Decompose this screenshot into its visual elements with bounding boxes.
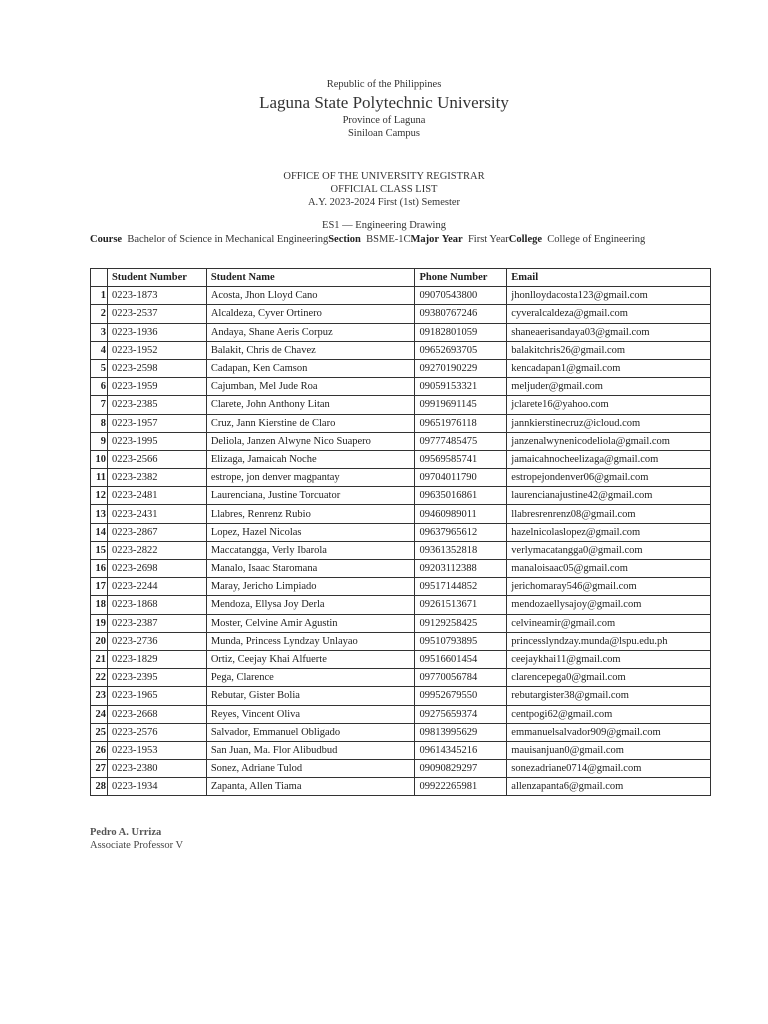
phone-number-cell: 09569585741 <box>415 450 507 468</box>
row-number: 15 <box>91 541 108 559</box>
column-header-student-number: Student Number <box>107 269 206 287</box>
student-number-cell: 0223-2431 <box>107 505 206 523</box>
email-cell: centpogi62@gmail.com <box>507 705 711 723</box>
class-list-table <box>90 268 711 796</box>
row-number: 2 <box>91 305 108 323</box>
table-row <box>91 287 711 305</box>
row-number: 25 <box>91 723 108 741</box>
email-cell: cyveralcaldeza@gmail.com <box>507 305 711 323</box>
year-value: First Year <box>467 234 509 245</box>
phone-number-cell: 09090829297 <box>415 760 507 778</box>
email-cell: jhonlloydacosta123@gmail.com <box>507 287 711 305</box>
email-cell: manaloisaac05@gmail.com <box>507 560 711 578</box>
student-name-cell: Balakit, Chris de Chavez <box>206 341 415 359</box>
student-number-cell: 0223-1873 <box>107 287 206 305</box>
campus-line: Siniloan Campus <box>347 128 421 139</box>
student-number-cell: 0223-2668 <box>107 705 206 723</box>
email-cell: sonezadriane0714@gmail.com <box>507 760 711 778</box>
row-number: 12 <box>91 487 108 505</box>
phone-number-cell: 09270190229 <box>415 359 507 377</box>
table-row <box>91 778 711 796</box>
phone-number-cell: 09635016861 <box>415 487 507 505</box>
student-number-cell: 0223-1965 <box>107 687 206 705</box>
row-number: 19 <box>91 614 108 632</box>
student-name-cell: Ortiz, Ceejay Khai Alfuerte <box>206 650 415 668</box>
table-row <box>91 396 711 414</box>
student-name-cell: Laurenciana, Justine Torcuator <box>206 487 415 505</box>
student-name-cell: Cadapan, Ken Camson <box>206 359 415 377</box>
row-number: 17 <box>91 578 108 596</box>
table-row <box>91 632 711 650</box>
email-cell: princesslyndzay.munda@lspu.edu.ph <box>507 632 711 650</box>
row-number: 4 <box>91 341 108 359</box>
row-number: 7 <box>91 396 108 414</box>
table-row <box>91 450 711 468</box>
phone-number-cell: 09129258425 <box>415 614 507 632</box>
row-number: 6 <box>91 378 108 396</box>
phone-number-cell: 09919691145 <box>415 396 507 414</box>
row-number: 1 <box>91 287 108 305</box>
table-row <box>91 359 711 377</box>
province-line: Province of Laguna <box>342 115 426 126</box>
student-number-cell: 0223-2387 <box>107 614 206 632</box>
email-cell: allenzapanta6@gmail.com <box>507 778 711 796</box>
table-row <box>91 669 711 687</box>
student-number-cell: 0223-1959 <box>107 378 206 396</box>
table-row <box>91 687 711 705</box>
student-name-cell: Moster, Celvine Amir Agustin <box>206 614 415 632</box>
student-number-cell: 0223-1934 <box>107 778 206 796</box>
email-cell: mendozaellysajoy@gmail.com <box>507 596 711 614</box>
student-number-cell: 0223-1829 <box>107 650 206 668</box>
table-row <box>91 305 711 323</box>
section-value: BSME-1C <box>366 234 411 245</box>
table-row <box>91 614 711 632</box>
phone-number-cell: 09460989011 <box>415 505 507 523</box>
phone-number-cell: 09380767246 <box>415 305 507 323</box>
subject-title: ES1 — Engineering Drawing <box>322 220 446 231</box>
table-row <box>91 341 711 359</box>
email-cell: laurencianajustine42@gmail.com <box>507 487 711 505</box>
student-number-cell: 0223-2598 <box>107 359 206 377</box>
table-header-row <box>91 269 711 287</box>
university-name: Laguna State Polytechnic University <box>259 93 509 112</box>
row-number: 13 <box>91 505 108 523</box>
table-row <box>91 378 711 396</box>
email-cell: jannkierstinecruz@icloud.com <box>507 414 711 432</box>
row-number: 21 <box>91 650 108 668</box>
table-row <box>91 523 711 541</box>
student-number-cell: 0223-2380 <box>107 760 206 778</box>
student-number-cell: 0223-2698 <box>107 560 206 578</box>
table-row <box>91 596 711 614</box>
course-value: Bachelor of Science in Mechanical Engineering <box>127 234 329 245</box>
student-name-cell: Maray, Jericho Limpiado <box>206 578 415 596</box>
phone-number-cell: 09614345216 <box>415 741 507 759</box>
student-number-cell: 0223-1957 <box>107 414 206 432</box>
phone-number-cell: 09059153321 <box>415 378 507 396</box>
column-header-phone-number: Phone Number <box>415 269 507 287</box>
phone-number-cell: 09517144852 <box>415 578 507 596</box>
email-cell: jclarete16@yahoo.com <box>507 396 711 414</box>
table-row <box>91 432 711 450</box>
list-title: OFFICIAL CLASS LIST <box>330 184 438 195</box>
row-number: 9 <box>91 432 108 450</box>
table-row <box>91 505 711 523</box>
phone-number-cell: 09203112388 <box>415 560 507 578</box>
student-name-cell: Acosta, Jhon Lloyd Cano <box>206 287 415 305</box>
student-number-cell: 0223-1995 <box>107 432 206 450</box>
row-number: 3 <box>91 323 108 341</box>
row-number: 11 <box>91 469 108 487</box>
student-name-cell: Alcaldeza, Cyver Ortinero <box>206 305 415 323</box>
phone-number-cell: 09070543800 <box>415 287 507 305</box>
phone-number-cell: 09704011790 <box>415 469 507 487</box>
email-cell: ceejaykhai11@gmail.com <box>507 650 711 668</box>
email-cell: emmanuelsalvador909@gmail.com <box>507 723 711 741</box>
phone-number-cell: 09261513671 <box>415 596 507 614</box>
email-cell: meljuder@gmail.com <box>507 378 711 396</box>
college-label: College <box>508 234 543 245</box>
column-header-email: Email <box>507 269 711 287</box>
student-name-cell: Cruz, Jann Kierstine de Claro <box>206 414 415 432</box>
phone-number-cell: 09922265981 <box>415 778 507 796</box>
student-name-cell: Lopez, Hazel Nicolas <box>206 523 415 541</box>
major-label: Major <box>410 234 440 245</box>
column-header-student-name: Student Name <box>206 269 415 287</box>
student-number-cell: 0223-1952 <box>107 341 206 359</box>
table-row <box>91 578 711 596</box>
column-header-number <box>91 269 108 287</box>
table-row <box>91 723 711 741</box>
student-number-cell: 0223-2867 <box>107 523 206 541</box>
phone-number-cell: 09813995629 <box>415 723 507 741</box>
phone-number-cell: 09516601454 <box>415 650 507 668</box>
student-name-cell: Reyes, Vincent Oliva <box>206 705 415 723</box>
row-number: 27 <box>91 760 108 778</box>
phone-number-cell: 09777485475 <box>415 432 507 450</box>
table-row <box>91 414 711 432</box>
email-cell: jamaicahnocheelizaga@gmail.com <box>507 450 711 468</box>
student-number-cell: 0223-2395 <box>107 669 206 687</box>
college-value: College of Engineering <box>547 234 646 245</box>
row-number: 10 <box>91 450 108 468</box>
email-cell: shaneaerisandaya03@gmail.com <box>507 323 711 341</box>
table-row <box>91 705 711 723</box>
email-cell: llabresrenrenz08@gmail.com <box>507 505 711 523</box>
student-name-cell: Pega, Clarence <box>206 669 415 687</box>
table-row <box>91 487 711 505</box>
signatory-title: Associate Professor V <box>90 840 184 851</box>
table-row <box>91 741 711 759</box>
student-name-cell: Rebutar, Gister Bolia <box>206 687 415 705</box>
student-number-cell: 0223-2822 <box>107 541 206 559</box>
row-number: 26 <box>91 741 108 759</box>
table-row <box>91 469 711 487</box>
student-name-cell: Zapanta, Allen Tiama <box>206 778 415 796</box>
email-cell: verlymacatangga0@gmail.com <box>507 541 711 559</box>
row-number: 24 <box>91 705 108 723</box>
signatory-name: Pedro A. Urriza <box>90 827 162 838</box>
registrar-office: OFFICE OF THE UNIVERSITY REGISTRAR <box>283 171 485 182</box>
year-label: Year <box>441 234 463 245</box>
phone-number-cell: 09510793895 <box>415 632 507 650</box>
student-number-cell: 0223-2736 <box>107 632 206 650</box>
student-name-cell: Llabres, Renrenz Rubio <box>206 505 415 523</box>
phone-number-cell: 09651976118 <box>415 414 507 432</box>
student-number-cell: 0223-1868 <box>107 596 206 614</box>
phone-number-cell: 09770056784 <box>415 669 507 687</box>
course-label: Course <box>90 234 123 245</box>
email-cell: clarencepega0@gmail.com <box>507 669 711 687</box>
phone-number-cell: 09275659374 <box>415 705 507 723</box>
table-row <box>91 541 711 559</box>
student-name-cell: Salvador, Emmanuel Obligado <box>206 723 415 741</box>
section-label: Section <box>328 234 361 245</box>
student-number-cell: 0223-2481 <box>107 487 206 505</box>
student-number-cell: 0223-2382 <box>107 469 206 487</box>
row-number: 18 <box>91 596 108 614</box>
student-name-cell: Munda, Princess Lyndzay Unlayao <box>206 632 415 650</box>
row-number: 14 <box>91 523 108 541</box>
row-number: 23 <box>91 687 108 705</box>
republic-line: Republic of the Philippines <box>326 79 442 90</box>
email-cell: balakitchris26@gmail.com <box>507 341 711 359</box>
student-number-cell: 0223-2244 <box>107 578 206 596</box>
email-cell: estropejondenver06@gmail.com <box>507 469 711 487</box>
email-cell: jerichomaray546@gmail.com <box>507 578 711 596</box>
phone-number-cell: 09637965612 <box>415 523 507 541</box>
student-name-cell: Manalo, Isaac Staromana <box>206 560 415 578</box>
student-name-cell: Deliola, Janzen Alwyne Nico Suapero <box>206 432 415 450</box>
signatory-block <box>90 826 183 852</box>
email-cell: mauisanjuan0@gmail.com <box>507 741 711 759</box>
row-number: 28 <box>91 778 108 796</box>
student-name-cell: Clarete, John Anthony Litan <box>206 396 415 414</box>
student-number-cell: 0223-2537 <box>107 305 206 323</box>
student-number-cell: 0223-1936 <box>107 323 206 341</box>
row-number: 22 <box>91 669 108 687</box>
table-row <box>91 650 711 668</box>
email-cell: kencadapan1@gmail.com <box>507 359 711 377</box>
student-name-cell: San Juan, Ma. Flor Alibudbud <box>206 741 415 759</box>
table-row <box>91 760 711 778</box>
class-meta <box>90 233 660 246</box>
student-name-cell: Mendoza, Ellysa Joy Derla <box>206 596 415 614</box>
phone-number-cell: 09952679550 <box>415 687 507 705</box>
student-name-cell: Elizaga, Jamaicah Noche <box>206 450 415 468</box>
table-row <box>91 560 711 578</box>
student-name-cell: Andaya, Shane Aeris Corpuz <box>206 323 415 341</box>
row-number: 8 <box>91 414 108 432</box>
student-name-cell: estrope, jon denver magpantay <box>206 469 415 487</box>
email-cell: hazelnicolaslopez@gmail.com <box>507 523 711 541</box>
email-cell: janzenalwynenicodeliola@gmail.com <box>507 432 711 450</box>
email-cell: rebutargister38@gmail.com <box>507 687 711 705</box>
student-name-cell: Sonez, Adriane Tulod <box>206 760 415 778</box>
phone-number-cell: 09361352818 <box>415 541 507 559</box>
email-cell: celvineamir@gmail.com <box>507 614 711 632</box>
row-number: 16 <box>91 560 108 578</box>
row-number: 20 <box>91 632 108 650</box>
row-number: 5 <box>91 359 108 377</box>
student-name-cell: Cajumban, Mel Jude Roa <box>206 378 415 396</box>
student-number-cell: 0223-1953 <box>107 741 206 759</box>
document-header <box>0 78 768 140</box>
student-number-cell: 0223-2566 <box>107 450 206 468</box>
phone-number-cell: 09652693705 <box>415 341 507 359</box>
academic-term: A.Y. 2023-2024 First (1st) Semester <box>307 197 461 208</box>
office-block <box>0 170 768 209</box>
phone-number-cell: 09182801059 <box>415 323 507 341</box>
student-number-cell: 0223-2576 <box>107 723 206 741</box>
student-name-cell: Maccatangga, Verly Ibarola <box>206 541 415 559</box>
table-row <box>91 323 711 341</box>
student-number-cell: 0223-2385 <box>107 396 206 414</box>
